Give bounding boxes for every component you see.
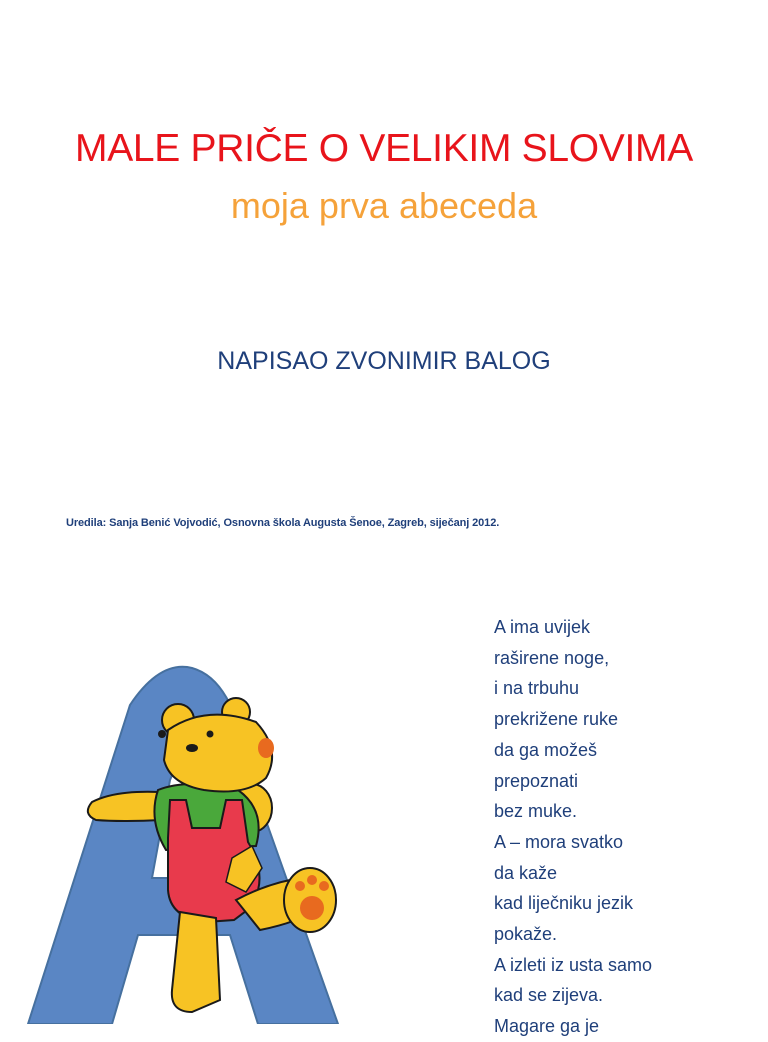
poem-line: A izleti iz usta samo [494, 954, 653, 975]
poem-line: A ima uvijek [494, 617, 591, 637]
poem-line: da kaže [494, 862, 558, 883]
book-subtitle: moja prva abeceda [230, 185, 538, 226]
bear-eye [207, 731, 214, 738]
poem [494, 612, 652, 1042]
book-title: MALE PRIČE O VELIKIM SLOVIMA [75, 127, 693, 170]
bear-head [164, 715, 272, 792]
bear-arm-left [88, 792, 162, 821]
foot-toe [307, 875, 317, 885]
poem-line: prepoznati [494, 770, 579, 791]
foot-toe [319, 881, 329, 891]
foot-toe [295, 881, 305, 891]
poem-line: pokaže. [494, 924, 558, 945]
poem-line: Magare ga je [494, 1016, 600, 1037]
poem-line: A – mora svatko [494, 831, 624, 852]
bear-cheek [258, 738, 274, 758]
poem-line: raširene noge, [494, 647, 610, 668]
letter-a-bear-illustration [20, 660, 350, 1024]
bear-leg-left [172, 912, 220, 1012]
editor-credits: Uredila: Sanja Benić Vojvodić, Osnovna škola Augusta Šenoe, Zagreb, siječanj 2012. [66, 517, 500, 529]
foot-pad [300, 896, 324, 920]
poem-line: kad se zijeva. [494, 985, 604, 1006]
author-line: NAPISAO ZVONIMIR BALOG [217, 347, 551, 375]
poem-line: bez muke. [494, 801, 578, 822]
poem-line: kad liječniku jezik [494, 893, 634, 914]
poem-line: i na trbuhu [494, 678, 580, 699]
poem-line: prekrižene ruke [494, 709, 619, 730]
bear-nose [186, 744, 198, 752]
poem-line: da ga možeš [494, 739, 598, 760]
bear-eye [158, 730, 166, 738]
